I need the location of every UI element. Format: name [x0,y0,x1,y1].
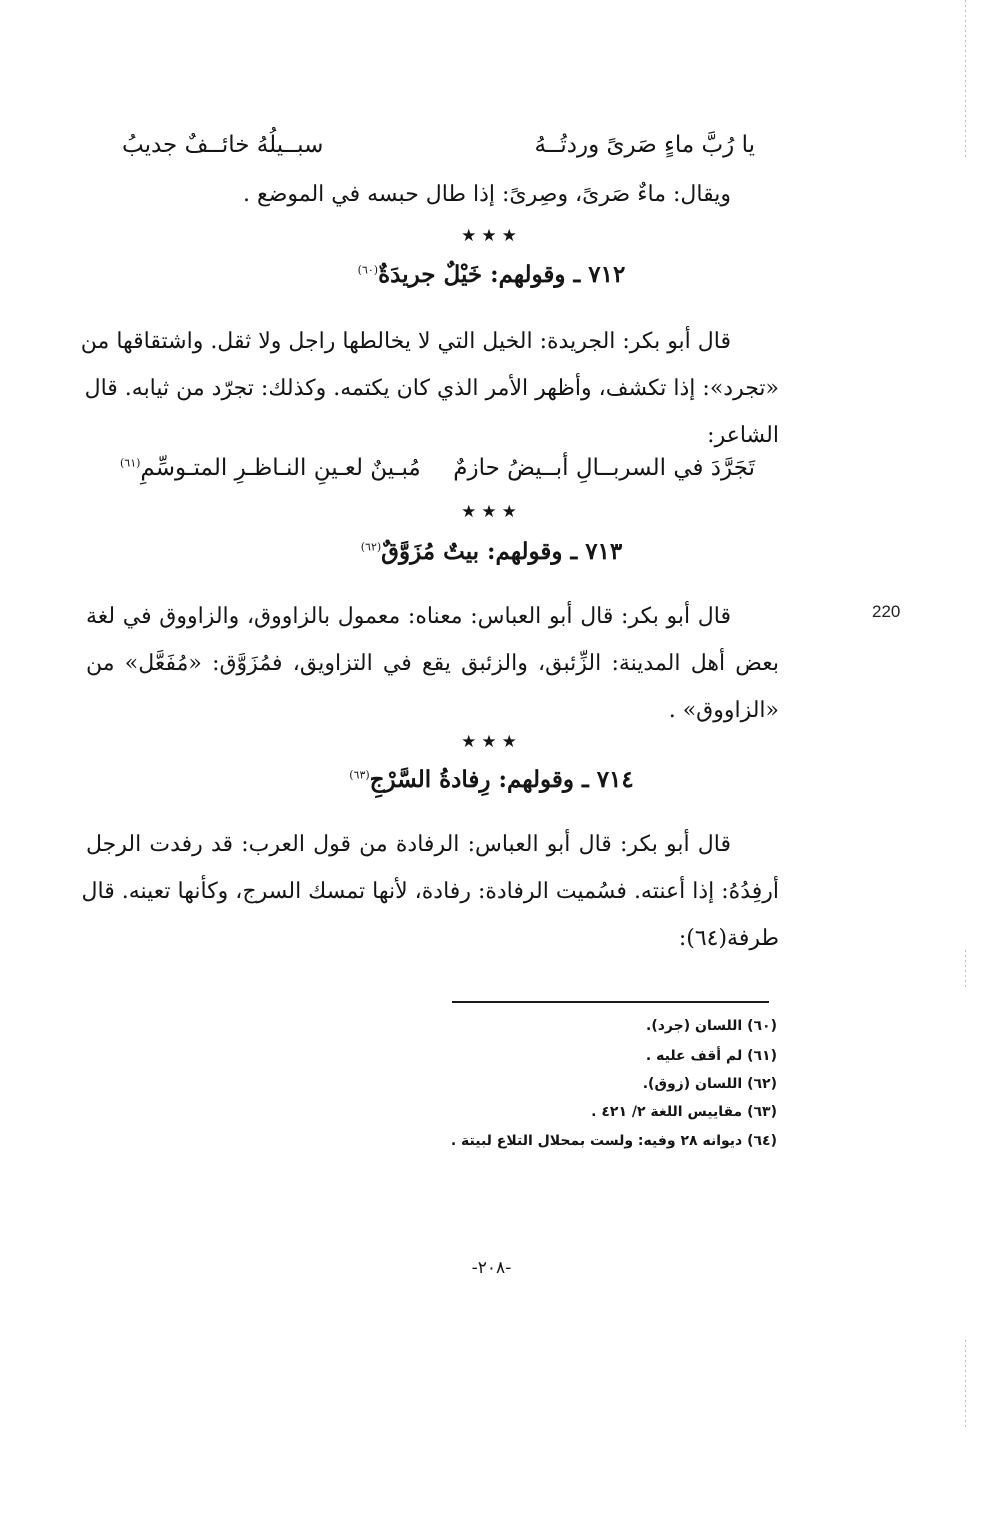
paragraph-line: قال أبو بكر: قال أبو العباس: الرفادة من قول العرب: قد رفدت الرجل [86,832,731,857]
heading-712 [0,261,983,288]
heading-714 [0,766,983,793]
footnote-ref-60: (٦٠) [357,263,379,277]
verse1-first-hemistich: يا رُبَّ ماءٍ صَرىً وردتُــهُ [534,132,755,158]
verse1-second-hemistich: سبــيلُهُ خائــفٌ جديبُ [122,132,324,158]
footnote-60: (٦٠) اللسان (جرد). [646,1018,777,1034]
footnote-64: (٦٤) ديوانه ٢٨ وفيه: ولست بمحلال التلاع لبيتة . [450,1133,777,1149]
paragraph-line: الشاعر: [707,423,779,448]
section-divider-stars: ★★★ [461,502,522,522]
footnote-63: (٦٣) مقاييس اللغة ٢/ ٤٢١ . [591,1104,777,1120]
heading-713-text: ٧١٣ ـ وقولهم: بيتٌ مُزَوَّقٌ [381,538,623,565]
verse712-first-hemistich: تَجَرَّدَ في السربــالِ أبــيضُ حازمٌ [453,455,755,481]
paragraph-line: قال أبو بكر: الجريدة: الخيل التي لا يخالطها راجل ولا ثقل. واشتقاقها من [80,329,731,354]
paragraph-line: أرفِدُهُ: إذا أعنته. فسُميت الرفادة: رفادة، لأنها تمسك السرج، وكأنها تعينه. قال [81,879,779,904]
margin-page-number: 220 [872,602,901,621]
scan-edge-line [965,0,966,160]
paragraph-line: «تجرد»: إذا تكشف، وأظهر الأمر الذي كان يكتمه. وكذلك: تجرّد من ثيابه. قال [84,376,779,401]
scan-edge-line [965,1340,966,1430]
scan-edge-line [965,950,966,990]
footnote-ref-62: (٦٢) [360,540,382,554]
paragraph-line: قال أبو بكر: قال أبو العباس: معناه: معمول بالزاووق، والزاووق في لغة [86,604,731,629]
heading-712-text: ٧١٢ ـ وقولهم: خَيْلٌ جريدَةٌ [378,261,626,288]
page-number: -٢٠٨- [471,1258,512,1278]
footnote-ref-63: (٦٣) [349,768,370,782]
paragraph-definition [86,171,779,218]
section-divider-stars: ★★★ [461,226,522,246]
heading-714-text: ٧١٤ ـ وقولهم: رِفادةُ السَّرْجِ [369,766,634,793]
section-divider-stars: ★★★ [461,732,522,752]
paragraph-line: «الزاووق» . [668,698,779,723]
paragraph-712 [80,318,779,459]
footnote-ref-61: (٦١) [120,456,141,470]
paragraph-line: بعض أهل المدينة: الزِّئبق، والزئبق يقع في التزاويق، فمُزَوَّق: «مُفَعَّل» من [86,651,779,676]
heading-713 [0,538,983,565]
paragraph-line: طرفة(٦٤): [678,926,779,951]
paragraph-line: ويقال: ماءٌ صَرىً، وصِرىً: إذا طال حبسه في الموضع . [243,182,731,207]
paragraph-713 [86,593,779,734]
footnote-62: (٦٢) اللسان (زوق). [642,1076,777,1092]
footnote-separator [452,1001,769,1003]
verse712-second-text: مُبـينٌ لعـينِ النـاظـرِ المتـوسِّمِ [140,455,421,481]
footnote-61: (٦١) لم أقف عليه . [645,1048,777,1064]
verse712-second-hemistich [120,455,421,481]
paragraph-714 [81,821,779,962]
